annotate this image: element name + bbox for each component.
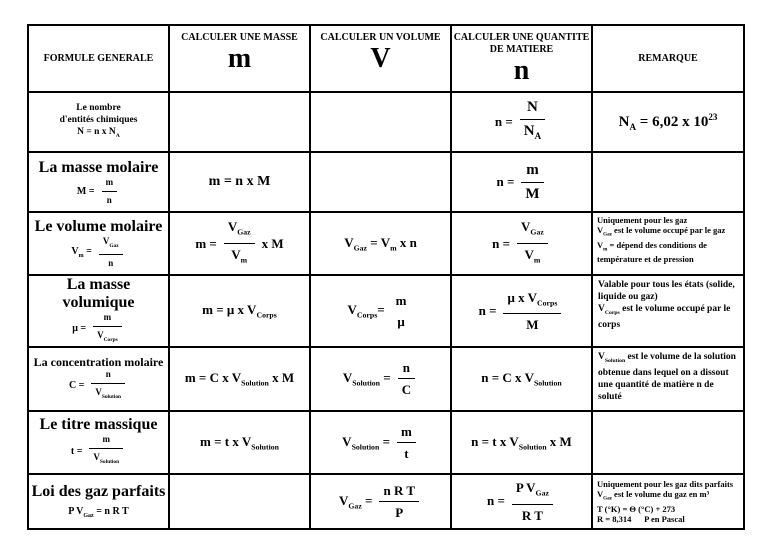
cell-mm-formule: La masse molaire M = $\frac{m}{n}$ xyxy=(28,152,169,212)
cell-mv-masse: m = μ x $V_{Corps}$ xyxy=(169,275,310,347)
cell-mm-remarque xyxy=(592,152,744,212)
cell-vm-masse: m = $V_{Gaz}$ $V_m$ x M xyxy=(169,212,310,275)
header-remarque: REMARQUE xyxy=(592,25,744,92)
cell-entites-masse xyxy=(169,92,310,152)
cell-mm-quantite: n = $\frac{m}{M}$ xyxy=(451,152,592,212)
cell-c-volume: $V_{Solution}$ = $\frac{n}{C}$ xyxy=(310,347,451,411)
header-row xyxy=(28,25,744,92)
cell-entites-remarque: $N_A = 6,02$ x $10^{23}$ xyxy=(592,92,744,152)
cell-g-masse xyxy=(169,474,310,529)
cell-vm-formule: Le volume molaire $V_m$ = $V_{Gaz}$ n xyxy=(28,212,169,275)
cell-c-quantite: n = C x $V_{Solution}$ xyxy=(451,347,592,411)
row-entites xyxy=(28,92,744,152)
cell-t-quantite: n = t x $V_{Solution}$ x M xyxy=(451,411,592,474)
cell-t-volume: $V_{Solution}$ = $\frac{m}{t}$ xyxy=(310,411,451,474)
cell-g-remarque: Uniquement pour les gaz dits parfaits $V_{Gaz}$ est le volume du gaz en m³ T (°K) = Θ (°C) + 273 R = 8,314 P en Pascal xyxy=(592,474,744,529)
row-volume-molaire xyxy=(28,212,744,275)
cell-g-formule: Loi des gaz parfaits P $V_{Gaz} = n$ R T xyxy=(28,474,169,529)
row-masse-molaire xyxy=(28,152,744,212)
row-titre-massique xyxy=(28,411,744,474)
cell-vm-remarque: Uniquement pour les gaz $V_{Gaz}$ est le volume occupé par le gaz $V_m$ = dépend des conditions de température et de pression xyxy=(592,212,744,275)
cell-entites-quantite: n = $\frac{N}{N_A}$ xyxy=(451,92,592,152)
row-masse-volumique xyxy=(28,275,744,347)
row-concentration xyxy=(28,347,744,411)
cell-entites-volume xyxy=(310,92,451,152)
row-gaz-parfaits xyxy=(28,474,744,529)
cell-entites-formule: Le nombre d'entités chimiques N = n x $N_A$ xyxy=(28,92,169,152)
header-quantite: CALCULER UNE QUANTITE DE MATIERE n xyxy=(451,25,592,92)
cell-t-masse: m = t x $V_{Solution}$ xyxy=(169,411,310,474)
cell-mv-quantite: n = μ x $V_{Corps}$ M xyxy=(451,275,592,347)
cell-mm-volume xyxy=(310,152,451,212)
cell-g-volume: $V_{Gaz}$ = $\frac{\text{n R T}}{P}$ xyxy=(310,474,451,529)
cell-mv-remarque: Valable pour tous les états (solide, liquide ou gaz) $V_{Corps}$ est le volume occupé par le corps xyxy=(592,275,744,347)
cell-c-remarque: $V_{Solution}$ est le volume de la solution obtenue dans lequel on a dissout une quantité de matière n de soluté xyxy=(592,347,744,411)
cell-t-remarque xyxy=(592,411,744,474)
header-volume: CALCULER UN VOLUME V xyxy=(310,25,451,92)
header-masse: CALCULER UNE MASSE m xyxy=(169,25,310,92)
formula-table xyxy=(27,24,745,530)
cell-mv-formule: La masse volumique μ = m $V_{Corps}$ xyxy=(28,275,169,347)
cell-t-formule: Le titre massique t = m $V_{Solution}$ xyxy=(28,411,169,474)
cell-mv-volume: $V_{Corps}=$ m μ xyxy=(310,275,451,347)
cell-mm-masse: m = n x M xyxy=(169,152,310,212)
cell-g-quantite: n = P $V_{Gaz}$ R T xyxy=(451,474,592,529)
header-formule: FORMULE GENERALE xyxy=(28,25,169,92)
cell-c-masse: m = C x $V_{Solution}$ x M xyxy=(169,347,310,411)
cell-vm-quantite: n = $V_{Gaz}$ $V_m$ xyxy=(451,212,592,275)
cell-c-formule: La concentration molaire C = n $V_{Solution}$ xyxy=(28,347,169,411)
cell-vm-volume: $V_{Gaz} = V_m$ x n xyxy=(310,212,451,275)
